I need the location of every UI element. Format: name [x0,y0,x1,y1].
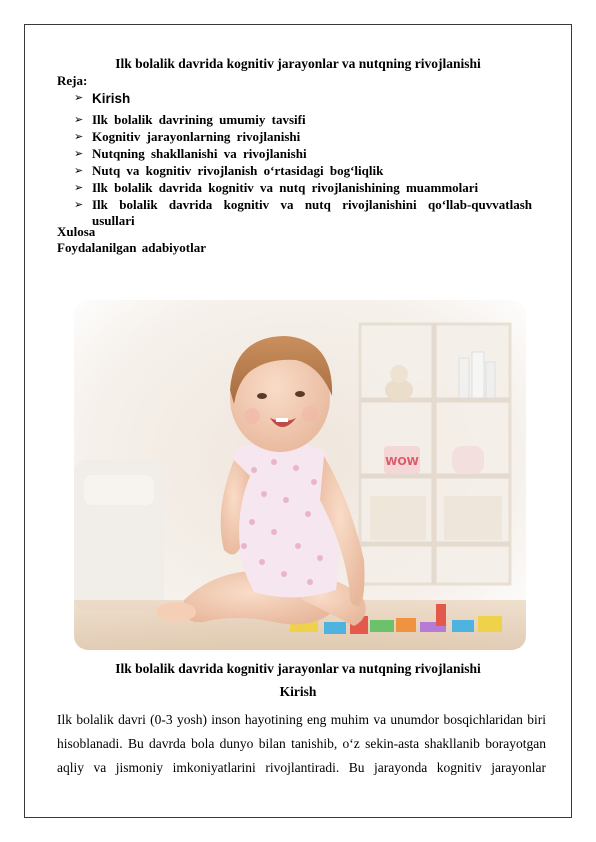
arrow-bullet-icon: ➢ [74,198,84,211]
plan-item [74,180,544,196]
section-heading: Kirish [279,684,317,699]
arrow-bullet-icon: ➢ [74,113,84,126]
arrow-bullet-icon: ➢ [74,181,84,194]
conclusion-label: Xulosa [57,224,96,239]
document-title: Ilk bolalik davrida kognitiv jarayonlar va nutqning rivojlanishi [115,56,481,71]
section-title: Ilk bolalik davrida kognitiv jarayonlar va nutqning rivojlanishi [115,661,481,676]
plan-item [74,90,544,107]
plan-item [74,163,544,179]
bookshelf [360,324,510,584]
plan-item [74,129,544,145]
body-line: hisoblanadi. Bu davrda bola dunyo bilan tanishib, o‘z sekin-asta shakllanib borayotgan [57,736,546,751]
arrow-bullet-icon: ➢ [74,164,84,177]
body-paragraph [57,708,546,780]
plan-item-label: Nutq va kognitiv rivojlanish o‘rtasidagi bog‘liqlik [92,163,384,178]
child-photo [74,300,526,650]
plan-list [74,90,544,230]
body-line: Ilk bolalik davri (0-3 yosh) inson hayotining eng muhim va unumdor bosqichlaridan biri [57,712,546,727]
arrow-bullet-icon: ➢ [74,91,84,104]
plan-item-label: Nutqning shakllanishi va rivojlanishi [92,146,307,161]
plan-item-label: Ilk bolalik davrining umumiy tavsifi [92,112,306,127]
svg-text:WOW: WOW [385,455,419,468]
plan-item-label: Kirish [92,91,131,106]
references-label: Foydalanilgan adabiyotlar [57,240,206,255]
plan-item-label: Ilk bolalik davrida kognitiv va nutq rivojlanishining muammolari [92,180,479,195]
plan-label: Reja: [57,73,88,88]
plan-item [74,112,544,128]
plan-item [74,197,532,229]
body-line: aqliy va jismoniy imkoniyatlarini rivojlantiradi. Bu jarayonda kognitiv jarayonlar [57,760,546,775]
arrow-bullet-icon: ➢ [74,147,84,160]
arrow-bullet-icon: ➢ [74,130,84,143]
plan-item-label: Ilk bolalik davrida kognitiv va nutq rivojlanishini qo‘llab-quvvatlash usullari [92,197,532,228]
plan-item-label: Kognitiv jarayonlarning rivojlanishi [92,129,301,144]
plan-item [74,146,544,162]
